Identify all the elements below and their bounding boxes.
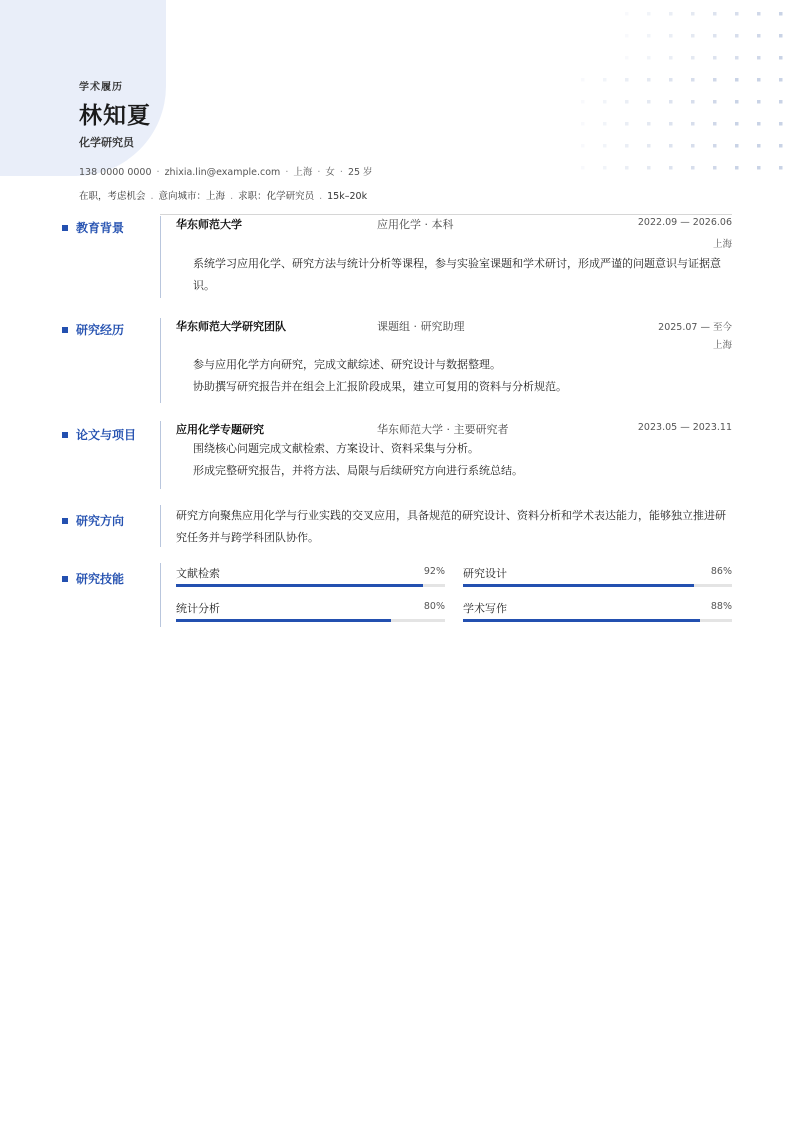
decor-dot (713, 56, 717, 60)
skill-bar-track (463, 584, 732, 587)
skill-bar-fill (463, 619, 700, 622)
decor-dot (691, 166, 695, 170)
decor-dot (779, 166, 783, 170)
decor-dot (647, 56, 651, 60)
gender: 女 (325, 167, 335, 178)
resume-header (79, 78, 373, 202)
decor-dot (625, 166, 629, 170)
skill-percent: 80% (423, 601, 445, 612)
target-position: 求职：化学研究员 (238, 191, 315, 202)
decor-dot (713, 166, 717, 170)
decor-dot (779, 12, 783, 16)
email-address: zhixia.lin@example.com (164, 167, 281, 178)
decor-dot (669, 34, 673, 38)
decor-dot (581, 144, 585, 148)
decor-dot (713, 122, 717, 126)
decor-dot (713, 78, 717, 82)
decor-dot (757, 100, 761, 104)
decor-dot (647, 34, 651, 38)
skill-percent: 86% (710, 566, 732, 577)
city: 上海 (293, 167, 313, 178)
decor-dot (581, 78, 585, 82)
decor-dot (691, 78, 695, 82)
decor-dot (603, 166, 607, 170)
research-bullet: 协助撰写研究报告并在组会上汇报阶段成果，建立可复用的资料与分析规范。 (193, 380, 567, 393)
skill-bar-track (176, 584, 445, 587)
square-bullet-icon (62, 576, 68, 582)
decor-dot (581, 166, 585, 170)
skill-bar-fill (463, 584, 694, 587)
contact-line: 138 0000 0000 · zhixia.lin@example.com · 上海 · 女 · 25 岁 (79, 167, 373, 178)
decor-dot (625, 144, 629, 148)
decor-dot (625, 12, 629, 16)
team-name: 华东师范大学研究团队 (176, 320, 286, 333)
decor-dot (713, 144, 717, 148)
decor-dot (581, 122, 585, 126)
research-location: 上海 (712, 340, 732, 351)
skill-label: 学术写作 (463, 602, 507, 615)
header-divider (160, 214, 732, 215)
phone-number: 138 0000 0000 (79, 167, 152, 178)
decor-dot (757, 56, 761, 60)
square-bullet-icon (62, 518, 68, 524)
skill-bar-track (463, 619, 732, 622)
decor-dot (713, 34, 717, 38)
research-dates: 2025.07 — 至今 (658, 322, 732, 333)
section-divider-line (160, 318, 161, 403)
decor-dot (669, 122, 673, 126)
decor-dot (779, 56, 783, 60)
square-bullet-icon (62, 225, 68, 231)
square-bullet-icon (62, 432, 68, 438)
decor-dot (713, 100, 717, 104)
decor-dot (735, 34, 739, 38)
decor-dot (691, 34, 695, 38)
decor-dot (603, 78, 607, 82)
research-role: 课题组 · 研究助理 (377, 320, 465, 333)
research-heading: 研究经历 (62, 321, 124, 338)
square-bullet-icon (62, 327, 68, 333)
decor-dot (779, 34, 783, 38)
decor-dot (735, 56, 739, 60)
decor-dot (581, 100, 585, 104)
degree-major: 应用化学 · 本科 (377, 218, 454, 231)
skill-item (463, 565, 732, 581)
decor-dot (669, 100, 673, 104)
decor-dot (625, 56, 629, 60)
decor-dot (625, 34, 629, 38)
section-divider-line (160, 421, 161, 489)
candidate-role: 化学研究员 (79, 136, 134, 149)
skill-bar-fill (176, 584, 423, 587)
section-divider-line (160, 563, 161, 627)
skills-heading: 研究技能 (62, 570, 124, 587)
project-bullet: 围绕核心问题完成文献检索、方案设计、资料采集与分析。 (193, 442, 479, 455)
decor-dot (625, 100, 629, 104)
decor-dot (647, 166, 651, 170)
candidate-name: 林知夏 (79, 103, 151, 129)
document-label: 学术履历 (79, 82, 123, 93)
decor-dot (779, 100, 783, 104)
decor-dot (757, 144, 761, 148)
skill-bar-track (176, 619, 445, 622)
skill-label: 研究设计 (463, 567, 507, 580)
decor-dot (647, 122, 651, 126)
decor-dot (757, 12, 761, 16)
decor-dot (669, 78, 673, 82)
decor-dot (669, 56, 673, 60)
section-divider-line (160, 505, 161, 547)
project-dates: 2023.05 — 2023.11 (637, 422, 732, 433)
dot-pattern-decoration (555, 6, 794, 176)
decor-dot (669, 166, 673, 170)
skill-percent: 92% (423, 566, 445, 577)
decor-dot (757, 34, 761, 38)
decor-dot (625, 122, 629, 126)
decor-dot (713, 12, 717, 16)
project-name: 应用化学专题研究 (176, 423, 264, 436)
decor-dot (647, 78, 651, 82)
decor-dot (757, 122, 761, 126)
decor-dot (603, 144, 607, 148)
decor-dot (735, 122, 739, 126)
decor-dot (691, 144, 695, 148)
project-bullet: 形成完整研究报告，并将方法、局限与后续研究方向进行系统总结。 (193, 464, 523, 477)
decor-dot (757, 166, 761, 170)
skill-bar-fill (176, 619, 391, 622)
decor-dot (779, 78, 783, 82)
decor-dot (647, 100, 651, 104)
education-heading: 教育背景 (62, 219, 124, 236)
decor-dot (735, 12, 739, 16)
decor-dot (669, 12, 673, 16)
decor-dot (691, 56, 695, 60)
education-dates: 2022.09 — 2026.06 (637, 217, 732, 228)
salary-expectation: 15k–20k (327, 191, 368, 202)
decor-dot (691, 12, 695, 16)
decor-dot (691, 100, 695, 104)
education-location: 上海 (712, 239, 732, 250)
skill-percent: 88% (710, 601, 732, 612)
employment-status: 在职，考虑机会 (79, 191, 146, 202)
decor-dot (625, 78, 629, 82)
decor-dot (779, 144, 783, 148)
decor-dot (735, 100, 739, 104)
skill-item (463, 600, 732, 616)
section-divider-line (160, 216, 161, 298)
skill-label: 统计分析 (176, 602, 220, 615)
decor-dot (735, 78, 739, 82)
decor-dot (691, 122, 695, 126)
skill-label: 文献检索 (176, 567, 220, 580)
direction-heading: 研究方向 (62, 512, 124, 529)
school-name: 华东师范大学 (176, 218, 242, 231)
target-city: 意向城市：上海 (158, 191, 226, 202)
decor-dot (603, 100, 607, 104)
decor-dot (757, 78, 761, 82)
skill-item (176, 565, 445, 581)
decor-dot (735, 144, 739, 148)
education-description: 系统学习应用化学、研究方法与统计分析等课程，参与实验室课题和学术研讨，形成严谨的问题意识与证据意识。 (193, 257, 721, 292)
decor-dot (647, 12, 651, 16)
decor-dot (647, 144, 651, 148)
age: 25 岁 (347, 167, 373, 178)
research-bullet: 参与应用化学方向研究，完成文献综述、研究设计与数据整理。 (193, 358, 501, 371)
decor-dot (735, 166, 739, 170)
skill-item (176, 600, 445, 616)
decor-dot (603, 122, 607, 126)
project-role: 华东师范大学 · 主要研究者 (377, 423, 509, 436)
decor-dot (669, 144, 673, 148)
research-direction-text: 研究方向聚焦应用化学与行业实践的交叉应用，具备规范的研究设计、资料分析和学术表达能力，能够独立推进研究任务并与跨学科团队协作。 (176, 509, 726, 544)
projects-heading: 论文与项目 (62, 426, 136, 443)
decor-dot (779, 122, 783, 126)
job-intent-line: 在职，考虑机会 . 意向城市：上海 . 求职：化学研究员 . 15k–20k (79, 191, 368, 202)
